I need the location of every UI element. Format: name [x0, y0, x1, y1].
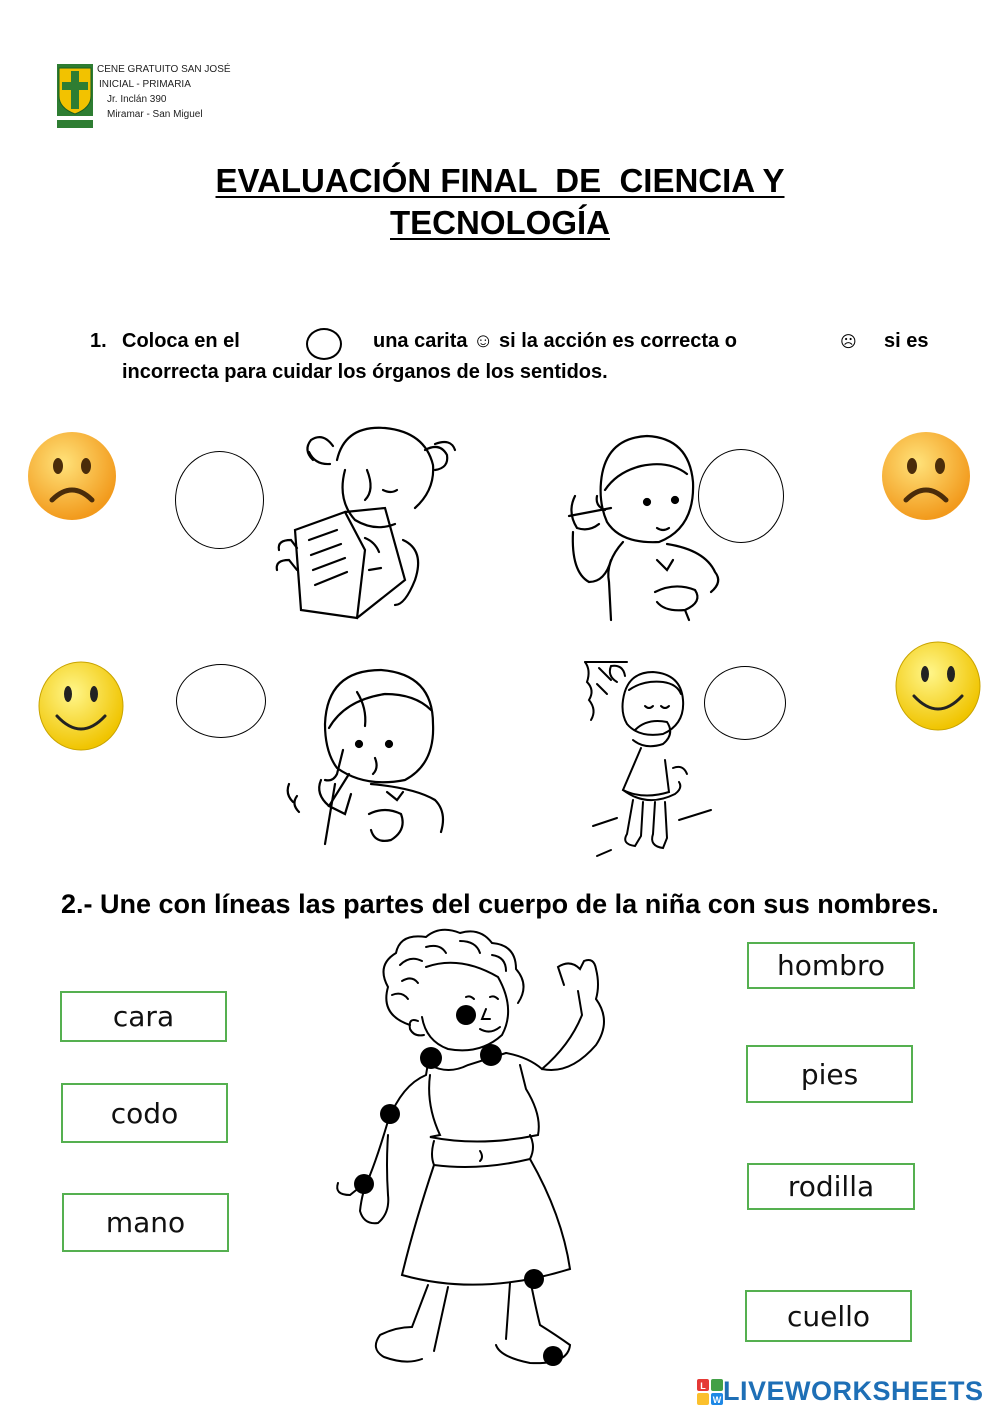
page-title: [0, 160, 1000, 244]
school-address: Jr. Inclán 390: [107, 94, 167, 105]
word-box-cuello[interactable]: cuello: [745, 1290, 912, 1342]
title-line-2: TECNOLOGÍA: [390, 204, 610, 241]
girl-covering-sneeze-icon: [583, 660, 713, 858]
answer-circle-1[interactable]: [175, 451, 264, 549]
word-box-rodilla[interactable]: rodilla: [747, 1163, 915, 1210]
happy-face-icon: [37, 660, 125, 752]
word-box-hombro[interactable]: hombro: [747, 942, 915, 989]
word-box-pies[interactable]: pies: [746, 1045, 913, 1103]
school-level: INICIAL - PRIMARIA: [99, 79, 191, 90]
question-1-part-3: si es: [884, 330, 929, 352]
word-box-codo[interactable]: codo: [61, 1083, 228, 1143]
brand-name: LIVEWORKSHEETS: [723, 1376, 984, 1406]
sad-face-icon: [880, 430, 972, 522]
answer-circle-3[interactable]: [176, 664, 266, 738]
answer-circle-4[interactable]: [704, 666, 786, 740]
question-2-text: 2.- Une con líneas las partes del cuerpo de la niña con sus nombres.: [61, 889, 939, 919]
question-1-part-1: Coloca en el: [122, 330, 240, 352]
word-box-cara[interactable]: cara: [60, 991, 227, 1042]
sad-glyph: ☹: [840, 334, 857, 351]
school-district: Miramar - San Miguel: [107, 109, 203, 120]
child-picking-nose-icon: [285, 664, 455, 856]
question-1-part-2: una carita ☺ si la acción es correcta o: [373, 330, 737, 352]
question-1-number: 1.: [90, 330, 107, 352]
liveworksheets-logo-icon: [697, 1379, 723, 1405]
word-box-mano[interactable]: mano: [62, 1193, 229, 1252]
question-1-line-2: incorrecta para cuidar los órganos de los sentidos.: [122, 361, 608, 383]
sad-face-icon: [26, 430, 118, 522]
happy-face-icon: [894, 640, 982, 732]
child-cleaning-ear-icon: [565, 432, 730, 622]
child-reading-book-close-icon: [275, 420, 465, 625]
logo-letter-w: W: [712, 1394, 722, 1405]
school-info: [97, 62, 231, 122]
title-line-1: EVALUACIÓN FINAL DE CIENCIA Y: [215, 162, 785, 199]
logo-letter-l: L: [700, 1380, 706, 1391]
school-name: CENE GRATUITO SAN JOSÉ: [97, 64, 231, 75]
girl-body-icon: [330, 925, 620, 1370]
inline-circle-icon: [306, 328, 342, 360]
liveworksheets-brand: [697, 1376, 984, 1407]
school-crest-icon: [56, 62, 94, 130]
